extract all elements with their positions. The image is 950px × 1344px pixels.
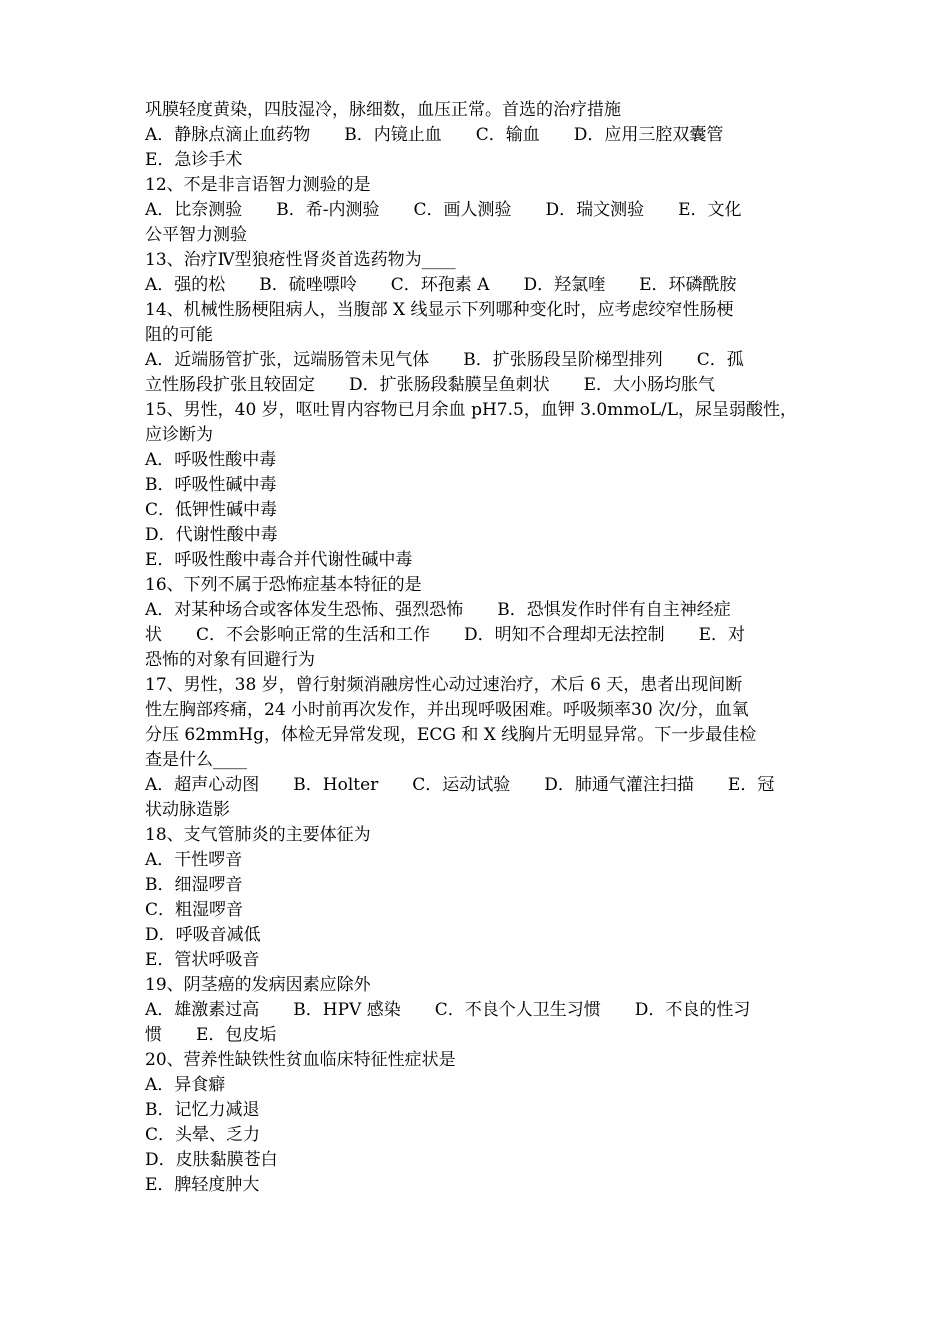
- text-line: 阻的可能: [145, 325, 213, 345]
- text-line: A．异食癖: [145, 1075, 226, 1095]
- text-line: 查是什么____: [145, 750, 247, 770]
- text-line: 状 C．不会影响正常的生活和工作 D．明知不合理却无法控制 E．对: [145, 625, 746, 645]
- text-line: A．呼吸性酸中毒: [145, 450, 277, 470]
- text-line: 17、男性，38 岁，曾行射频消融房性心动过速治疗，术后 6 天，患者出现间断: [145, 675, 743, 695]
- text-line: 16、下列不属于恐怖症基本特征的是: [145, 575, 422, 595]
- text-line: 14、机械性肠梗阻病人，当腹部 X 线显示下列哪种变化时，应考虑绞窄性肠梗: [145, 300, 734, 320]
- text-line: A．强的松 B．硫唑嘌呤 C．环孢素 A D．羟氯喹 E．环磷酰胺: [145, 275, 737, 295]
- text-line: B．记忆力减退: [145, 1100, 260, 1120]
- document-body: [145, 98, 809, 1198]
- text-line: 状动脉造影: [145, 800, 230, 820]
- text-line: 18、支气管肺炎的主要体征为: [145, 825, 371, 845]
- text-line: A．雄激素过高 B．HPV 感染 C．不良个人卫生习惯 D．不良的性习: [145, 1000, 751, 1020]
- text-line: B．呼吸性碱中毒: [145, 475, 277, 495]
- text-line: 15、男性，40 岁，呕吐胃内容物已月余血 pH7.5，血钾 3.0mmoL/L，尿呈弱酸性，: [145, 400, 798, 420]
- text-line: E．脾轻度肿大: [145, 1175, 260, 1195]
- text-line: 惯 E．包皮垢: [145, 1025, 277, 1045]
- text-line: 分压 62mmHg，体检无异常发现，ECG 和 X 线胸片无明显异常。下一步最佳检: [145, 725, 757, 745]
- text-line: 应诊断为: [145, 425, 213, 445]
- text-line: A．超声心动图 B．Holter C．运动试验 D．肺通气灌注扫描 E．冠: [145, 775, 775, 795]
- text-line: E．呼吸性酸中毒合并代谢性碱中毒: [145, 550, 413, 570]
- text-line: A．对某种场合或客体发生恐怖、强烈恐怖 B．恐惧发作时伴有自主神经症: [145, 600, 731, 620]
- text-line: 性左胸部疼痛，24 小时前再次发作，并出现呼吸困难。呼吸频率30 次/分，血氧: [145, 700, 749, 720]
- text-line: 巩膜轻度黄染，四肢湿冷，脉细数，血压正常。首选的治疗措施: [145, 100, 621, 120]
- text-line: 立性肠段扩张且较固定 D．扩张肠段黏膜呈鱼刺状 E．大小肠均胀气: [145, 375, 716, 395]
- text-line: 13、治疗Ⅳ型狼疮性肾炎首选药物为____: [145, 250, 456, 270]
- text-line: 公平智力测验: [145, 225, 247, 245]
- text-line: B．细湿啰音: [145, 875, 243, 895]
- text-line: E．急诊手术: [145, 150, 243, 170]
- text-line: D．皮肤黏膜苍白: [145, 1150, 278, 1170]
- text-line: A．比奈测验 B．希-内测验 C．画人测验 D．瑞文测验 E．文化: [145, 200, 742, 220]
- text-line: 12、不是非言语智力测验的是: [145, 175, 371, 195]
- text-line: 19、阴茎癌的发病因素应除外: [145, 975, 371, 995]
- text-line: A．干性啰音: [145, 850, 243, 870]
- text-line: 恐怖的对象有回避行为: [145, 650, 315, 670]
- text-line: C．粗湿啰音: [145, 900, 244, 920]
- text-line: C．低钾性碱中毒: [145, 500, 278, 520]
- text-line: D．代谢性酸中毒: [145, 525, 278, 545]
- text-line: A．近端肠管扩张，远端肠管未见气体 B．扩张肠段呈阶梯型排列 C．孤: [145, 350, 744, 370]
- text-line: C．头晕、乏力: [145, 1125, 261, 1145]
- text-line: E．管状呼吸音: [145, 950, 260, 970]
- text-line: A．静脉点滴止血药物 B．内镜止血 C．输血 D．应用三腔双囊管: [145, 125, 724, 145]
- text-line: 20、营养性缺铁性贫血临床特征性症状是: [145, 1050, 456, 1070]
- text-line: D．呼吸音减低: [145, 925, 261, 945]
